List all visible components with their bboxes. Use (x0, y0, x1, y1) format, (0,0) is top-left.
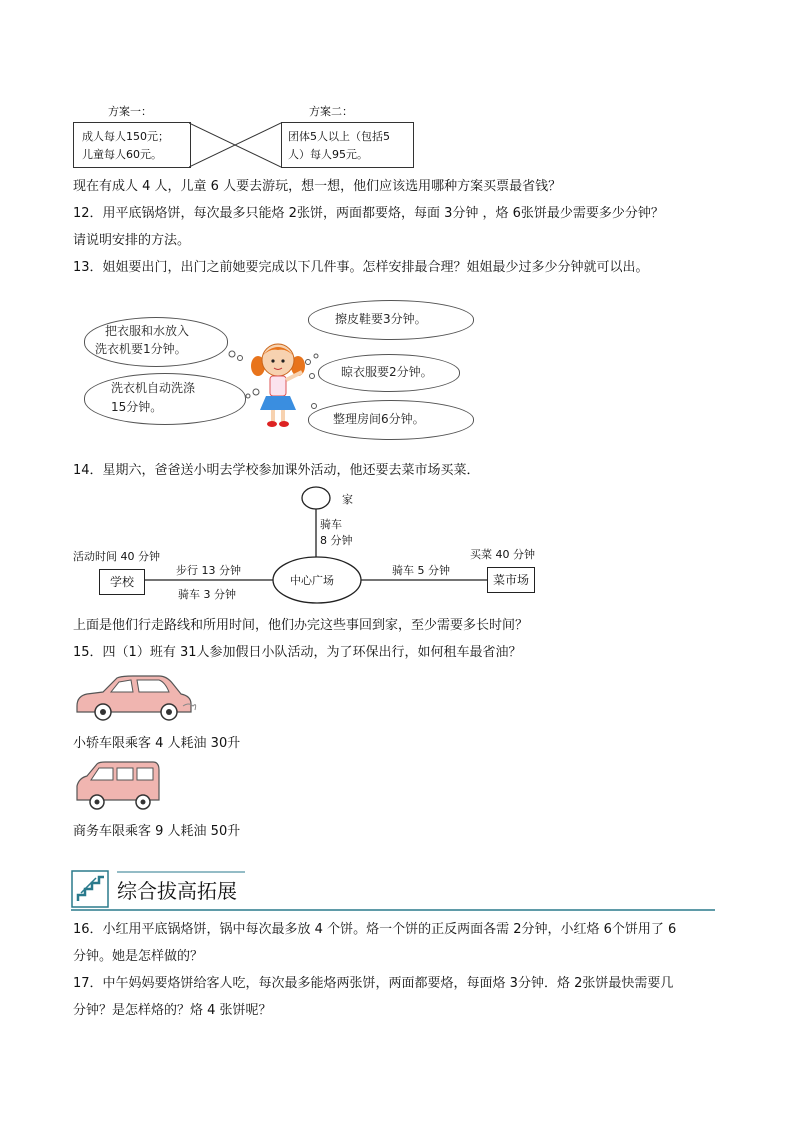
bubble-hang-clothes (318, 354, 460, 392)
section-title: 综合拔高拓展 (117, 879, 237, 903)
plan1-box (73, 122, 191, 168)
girl-illustration (248, 338, 308, 430)
bubble-text: 晾衣服要2分钟。 (341, 365, 433, 379)
q17-line1: 17．中午妈妈要烙饼给客人吃，每次最多能烙两张饼，两面都要烙，每面烙 3分钟．烙 2张饼最快需要几 (73, 976, 674, 991)
ride-home-label-1: 骑车 (320, 518, 342, 531)
plan2-box (281, 122, 414, 168)
q16-line2: 分钟。她是怎样做的？ (73, 949, 204, 964)
bubble-text: 洗衣机要1分钟。 (95, 342, 187, 356)
q12-line2: 请说明安排的方法。 (73, 233, 191, 248)
q14-followup: 上面是他们行走路线和所用时间，他们办完这些事回到家，至少需要多长时间？ (73, 618, 529, 633)
bubble-text: 擦皮鞋要3分钟。 (335, 312, 427, 326)
center-plaza-label: 中心广场 (290, 574, 334, 587)
van-car-illustration (73, 760, 165, 812)
q11-question: 现在有成人 4 人，儿童 6 人要去游玩，想一想，他们应该选用哪种方案买票最省钱？ (73, 179, 562, 194)
bubble-laundry-load (84, 317, 228, 367)
bubble-text: 15分钟。 (111, 400, 163, 414)
walk-label: 步行 13 分钟 (176, 564, 241, 577)
bubble-text: 洗衣机自动洗涤 (111, 381, 196, 395)
buy-time-label: 买菜 40 分钟 (470, 548, 535, 561)
ride-school-label: 骑车 3 分钟 (178, 588, 236, 601)
van-info: 商务车限乘客 9 人耗油 50升 (73, 824, 241, 839)
bubble-tidy-room (308, 400, 474, 440)
ride-home-label-2: 8 分钟 (320, 534, 353, 547)
home-label: 家 (342, 493, 353, 506)
school-box: 学校 (99, 569, 145, 595)
plan2-line2: 人）每人95元。 (288, 148, 368, 161)
market-box: 菜市场 (487, 567, 535, 593)
q13-question: 13．姐姐要出门，出门之前她要完成以下几件事。怎样安排最合理？姐姐最少过多少分钟就可以出。 (73, 260, 649, 275)
bubble-text: 把衣服和水放入 (105, 324, 190, 338)
q16-line1: 16．小红用平底锅烙饼，锅中每次最多放 4 个饼。烙一个饼的正反两面各需 2分钟，小红烙 6个饼用了 6 (73, 922, 677, 937)
plan2-title: 方案二： (309, 105, 353, 118)
q17-line2: 分钟？是怎样烙的？烙 4 张饼呢？ (73, 1003, 272, 1018)
plan2-line1: 团体5人以上（包括5 (288, 130, 390, 143)
activity-time-label: 活动时间 40 分钟 (73, 550, 160, 563)
sedan-car-illustration (73, 672, 197, 724)
sedan-info: 小轿车限乘客 4 人耗油 30升 (73, 736, 241, 751)
bubble-text: 整理房间6分钟。 (333, 412, 425, 426)
q12-line1: 12．用平底锅烙饼，每次最多只能烙 2张饼，两面都要烙，每面 3分钟 ，烙 6张饼最少需要多少分钟？ (73, 206, 664, 221)
plan1-line2: 儿童每人60元。 (82, 148, 162, 161)
plan1-line1: 成人每人150元； (82, 130, 169, 143)
q15-question: 15．四（1）班有 31人参加假日小队活动，为了环保出行，如何租车最省油？ (73, 645, 522, 660)
section-header (71, 866, 715, 912)
bubble-laundry-wash (84, 373, 246, 425)
plan1-title: 方案一： (108, 105, 152, 118)
plans-connector (189, 122, 281, 168)
bubble-shoes (308, 300, 474, 340)
q14-question: 14．星期六，爸爸送小明去学校参加课外活动，他还要去菜市场买菜． (73, 463, 480, 478)
ride-market-label: 骑车 5 分钟 (392, 564, 450, 577)
